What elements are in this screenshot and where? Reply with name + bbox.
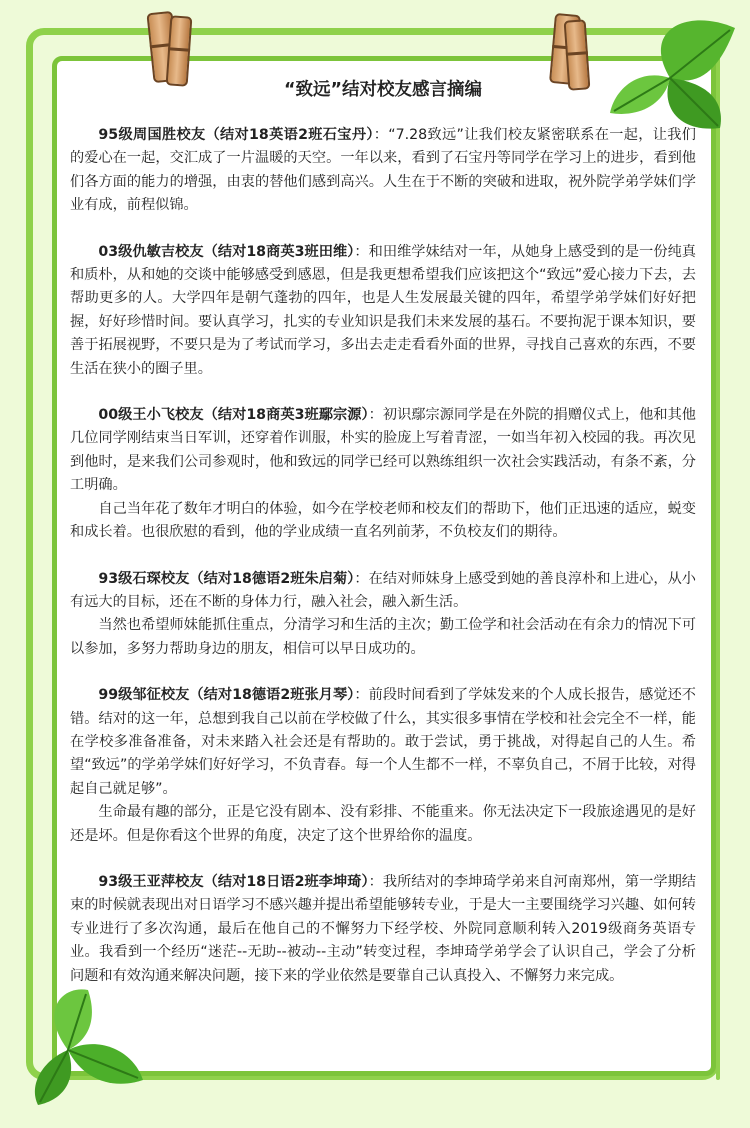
entry-text: ：和田维学妹结对一年，从她身上感受到的是一份纯真和质朴，从和她的交谈中能够感受到感恩，但是我更想希望我们应该把这个“致远”爱心接力下去，去帮助更多的人。大学四年是朝气蓬勃的四年，也是人生发展最关键的四年，希望学弟学妹们好好把握，好好珍惜时间。要认真学习，扎实的专业知识是我们未来发展的基石。不要拘泥于课本知识，要善于拓展视野，不要只是为了考试而学习，多出去走走看看外面的世界，寻找自己喜欢的东西，不要生活在狭小的圈子里。	[70, 243, 696, 377]
entry-qiu	[70, 241, 696, 381]
entry-author: 99级邹征校友（结对18德语2班张月琴）	[98, 687, 355, 704]
entry-author: 95级周国胜校友（结对18英语2班石宝丹）	[98, 127, 374, 143]
entry-wang-xiaofei	[70, 404, 696, 544]
entry-author: 93级王亚萍校友（结对18日语2班李坤琦）	[98, 873, 369, 890]
entry-text: ：“7.28致远”让我们校友紧密联系在一起，让我们的爱心在一起，交汇成了一片温暖的天空。一年以来，看到了石宝丹等同学在学习上的进步，看到他们各方面的能力的增强，由衷的替他们感到高兴。人生在于不断的突破和进取，祝外院学弟学妹们学业有成，前程似锦。	[70, 127, 696, 214]
article	[70, 72, 696, 1011]
entry-author: 03级仇敏吉校友（结对18商英3班田维）	[98, 243, 355, 260]
entry-text-continued: 自己当年花了数年才明白的体验，如今在学校老师和校友们的帮助下，他们正迅速的适应，蜕变和成长着。也很欣慰的看到，他的学业成绩一直名列前茅，不负校友们的期待。	[70, 500, 696, 541]
entry-author: 93级石琛校友（结对18德语2班朱启菊）	[98, 570, 355, 587]
entry-author: 00级王小飞校友（结对18商英3班鄢宗源）	[98, 407, 369, 424]
entry-text-continued: 生命最有趣的部分，正是它没有剧本、没有彩排、不能重来。你无法决定下一段旅途遇见的是好还是坏。但是你看这个世界的角度，决定了这个世界给你的温度。	[70, 804, 696, 844]
entry-wang-yaping	[70, 871, 696, 988]
entry-zou	[70, 684, 696, 848]
page-title: “致远”结对校友感言摘编	[283, 80, 482, 100]
entry-text: ：我所结对的李坤琦学弟来自河南郑州，第一学期结束的时候就表现出对日语学习不感兴趣并提出希望能够转专业，于是大一主要围绕学习兴趣、如何转专业进行了多次沟通，最后在他自己的不懈努力下经学校、外院同意顺利转入2019级商务英语专业。我看到一个经历“迷茫--无助--被动--主动”转变过程，李坤琦学弟学会了认识自己，学会了分析问题和有效沟通来解决问题，接下来的学业依然是要靠自己认真投入、不懈努力来完成。	[70, 873, 696, 984]
entry-zhou	[70, 124, 696, 218]
decorative-side-line	[716, 820, 720, 1080]
entry-text-continued: 当然也希望师妹能抓住重点，分清学习和生活的主次；勤工俭学和社会活动在有余力的情况下可以参加，多努力帮助身边的朋友，相信可以早日成功的。	[70, 617, 696, 657]
entry-shi	[70, 568, 696, 662]
entry-text: ：在结对师妹身上感受到她的善良淳朴和上进心，从小有远大的目标，还在不断的身体力行，融入社会，融入新生活。	[70, 570, 696, 610]
entry-text: ：初识鄢宗源同学是在外院的捐赠仪式上，他和其他几位同学刚结束当日军训，还穿着作训服，朴实的脸庞上写着青涩，一如当年初入校园的我。再次见到他时，是来我们公司参观时，他和致远的同学已经可以熟练组织一次社会实践活动，有条不紊，分工明确。	[70, 407, 696, 494]
entry-text: ：前段时间看到了学妹发来的个人成长报告，感觉还不错。结对的这一年，总想到我自己以前在学校做了什么，其实很多事情在学校和社会完全不一样，能在学校多准备准备，对未来踏入社会还是有帮助的。敢于尝试，勇于挑战，对得起自己的人生。希望“致远”的学弟学妹们好好学习，不负青春。每一个人生都不一样，不辜负自己，不屑于比较，对得起自己就足够”。	[70, 687, 696, 797]
